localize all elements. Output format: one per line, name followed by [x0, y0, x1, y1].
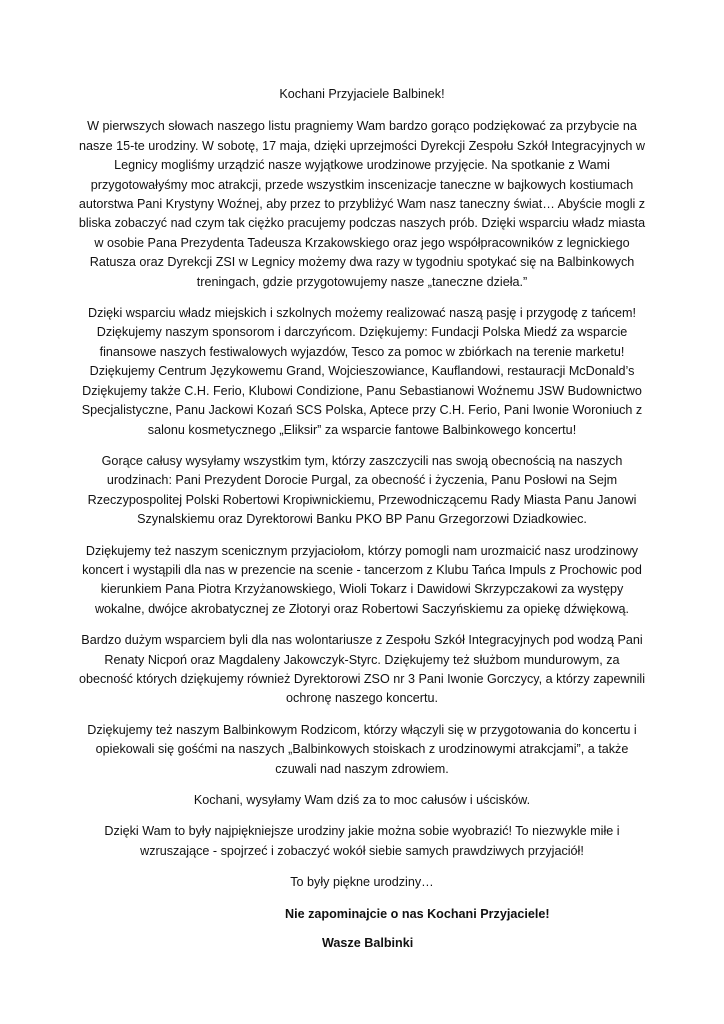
paragraph-parents-thanks: Dziękujemy też naszym Balbinkowym Rodzicom, którzy włączyli się w przygotowania do koncertu i opiekowali się gośćmi na naszych „Balbinkowych stoiskach z urodzinowymi atrakcjami”, a także czuwali nad naszym zdrowiem. [87, 722, 637, 776]
paragraph-beautiful-birthday: To były piękne urodziny… [290, 875, 434, 890]
paragraph-performers-thanks: Dziękujemy też naszym scenicznym przyjaciołom, którzy pomogli nam urozmaicić nasz urodzinowy koncert i wystąpili dla nas w prezencie na scenie - tancerzom z Klubu Tańca Impuls z Prochowic pod kierunkiem Pana Piotra Krzyżanowskiego, Wioli Tokarz i Dawidowi Skrzypczakowi za występy wokalne, dwójce akrobatycznej ze Złotoryi oraz Robertowi Saczyńskiemu za opiekę dźwiękową. [82, 543, 642, 616]
paragraph-sponsors-thanks: Dzięki wsparciu władz miejskich i szkolnych możemy realizować naszą pasję i przygodę z tańcem! Dziękujemy naszym sponsorom i darczyńcom. Dziękujemy: Fundacji Polska Miedź za wsparcie finansowe naszych festiwalowych wyjazdów, Tesco za pomoc w zbiórkach na terenie marketu! Dziękujemy Centrum Językowemu Grand, Wojcieszowiance, Kauflandowi, restauracji McDonald’s Dziękujemy także C.H. Ferio, Klubowi Condizione, Panu Sebastianowi Woźnemu JSW Budownictwo Specjalistyczne, Panu Jackowi Kozań SCS Polska, Aptece przy C.H. Ferio, Pani Iwonie Woroniuch z salonu kosmetycznego „Eliksir” za wsparcie fantowe Balbinkowego koncertu! [81, 306, 643, 437]
closing-line: Nie zapominajcie o nas Kochani Przyjaciele! [285, 906, 550, 921]
paragraph-guests-thanks: Gorące całusy wysyłamy wszystkim tym, którzy zaszczycili nas swoją obecnością na naszych urodzinach: Pani Prezydent Dorocie Purgal, za obecność i życzenia, Panu Posłowi na Sejm Rzeczypospolitej Polski Robertowi Kropiwnickiemu, Przewodniczącemu Rady Miasta Panu Janowi Szynalskiemu oraz Dyrektorowi Banku PKO BP Panu Grzegorzowi Dziadkowiec. [87, 453, 637, 527]
paragraph-hugs: Kochani, wysyłamy Wam dziś za to moc całusów i uścisków. [193, 793, 531, 807]
signature: Wasze Balbinki [322, 936, 414, 951]
paragraph-best-birthday: Dzięki Wam to były najpiękniejsze urodziny jakie można sobie wyobrazić! To niezwykle miłe i wzruszające - spojrzeć i zobaczyć wokół siebie samych prawdziwych przyjaciół! [104, 824, 620, 858]
paragraph-volunteers-thanks: Bardzo dużym wsparciem byli dla nas wolontariusze z Zespołu Szkół Integracyjnych pod wodzą Pani Renaty Nicpoń oraz Magdaleny Jakowczyk-Styrc. Dziękujemy też służbom mundurowym, za obecność których dziękujemy również Dyrektorowi ZSO nr 3 Pani Iwonie Gorczycy, a którzy zapewnili ochronę naszego koncertu. [79, 633, 645, 706]
paragraph-birthday-thanks: W pierwszych słowach naszego listu pragniemy Wam bardzo gorąco podziękować za przybycie na nasze 15-te urodziny. W sobotę, 17 maja, dzięki uprzejmości Dyrekcji Zespołu Szkół Integracyjnych w Legnicy mogliśmy urządzić nasze wyjątkowe urodzinowe przyjęcie. Na spotkanie z Wami przygotowałyśmy moc atrakcji, przede wszystkim inscenizacje taneczne w bajkowych kostiumach autorstwa Pani Krystyny Woźnej, aby przez to przybliżyć Wam nasz taneczny świat… Abyście mogli z bliska zobaczyć nad czym tak ciężko pracujemy podczas naszych prób. Dzięki wsparciu władz miasta w osobie Pana Prezydenta Tadeusza Krzakowskiego oraz jego współpracowników z legnickiego Ratusza oraz Dyrekcji ZSI w Legnicy możemy dwa razy w tygodniu spotykać się na Balbinkowych treningach, gdzie przygotowujemy nasze „taneczne dzieła.” [78, 119, 646, 289]
letter-greeting: Kochani Przyjaciele Balbinek! [279, 87, 445, 101]
